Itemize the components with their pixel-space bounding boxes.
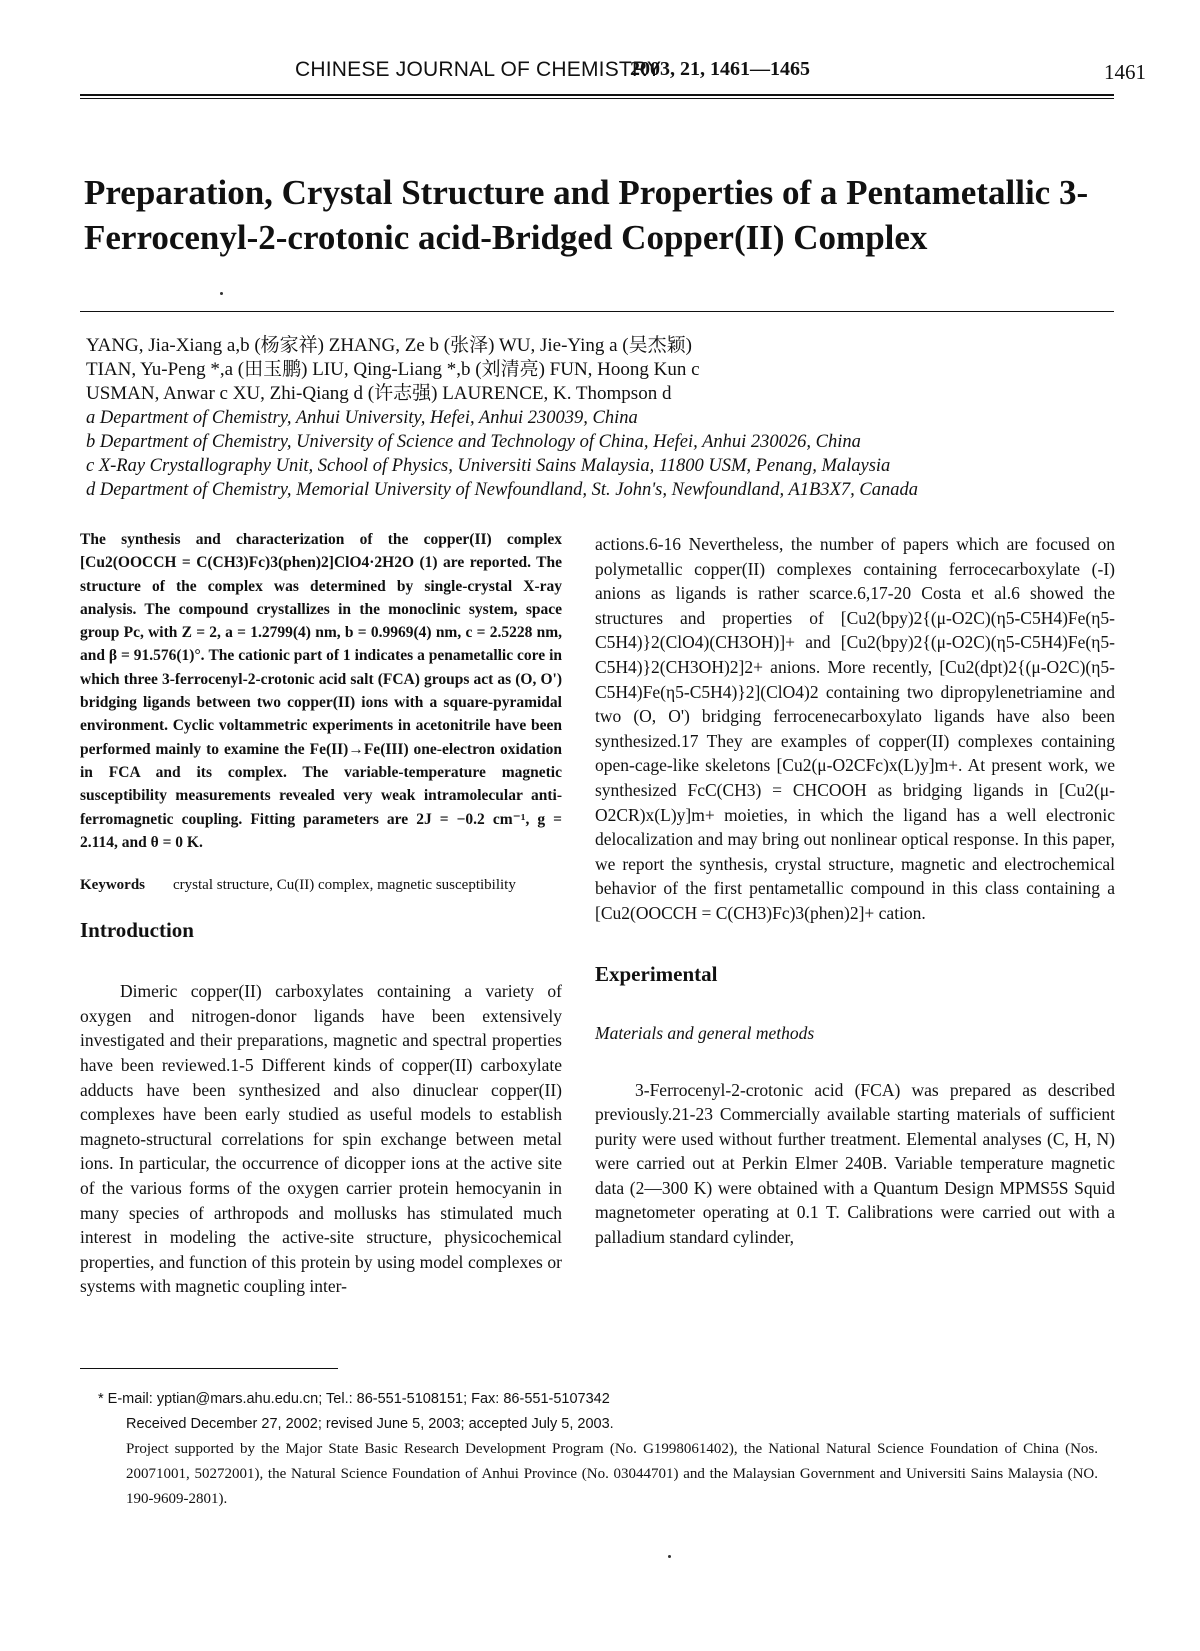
affiliation: c X-Ray Crystallography Unit, School of Physics, Universiti Sains Malaysia, 11800 USM, Penang, Malaysia xyxy=(86,456,891,476)
author-line: YANG, Jia-Xiang a,b (杨家祥) ZHANG, Ze b (张泽) WU, Jie-Ying a (吴杰颖) xyxy=(86,335,692,356)
section-heading-experimental: Experimental xyxy=(595,961,718,986)
speck-mark xyxy=(220,292,223,295)
author-line: USMAN, Anwar c XU, Zhi-Qiang d (许志强) LAURENCE, K. Thompson d xyxy=(86,383,672,404)
journal-name: CHINESE JOURNAL OF CHEMISTRY xyxy=(295,58,662,81)
article-title: Preparation, Crystal Structure and Properties of a Pentametallic 3-Ferrocenyl-2-crotonic acid-Bridged Copper(II) Complex xyxy=(84,173,1089,257)
subsection-heading: Materials and general methods xyxy=(595,1022,815,1043)
page-number: 1461 xyxy=(1104,60,1146,84)
intro-paragraph: Dimeric copper(II) carboxylates containing a variety of oxygen and nitrogen-donor ligands have been extensively investigated and their preparations, magnetic and spectral properties have been reviewed.1-5 Different kinds of copper(II) carboxylate adducts have been synthesized and also dinuclear copper(II) complexes have been early studied as useful models to establish magneto-structural correlations for spin exchange between metal ions. In particular, the occurrence of dicopper ions at the active site of the various forms of the oxygen carrier protein hemocyanin in many species of arthropods and mollusks has stimulated much interest in modeling the active-site structure, physicochemical properties, and function of this protein by using model complexes or systems with magnetic coupling inter- xyxy=(80,981,562,1297)
speck-mark xyxy=(668,1555,671,1558)
footnote-project: Project supported by the Major State Basic Research Development Program (No. G1998061402), the National Natural Science Foundation of China (Nos. 20071001, 50272001), the Natural Science Foundation of Anhui Province (No. 03044701) and the Malaysian Government and Universiti Sains Malaysia (NO. 190-9609-2801). xyxy=(126,1441,1098,1507)
title-rule xyxy=(80,311,1114,312)
header-rule-thin xyxy=(80,98,1114,99)
intro-paragraph-continued: actions.6-16 Nevertheless, the number of papers which are focused on polymetallic copper(II) complexes containing ferrocecarboxylate (-I) anions as ligands is rather scarce.6,17-20 Costa et al.6 showed the structures and properties of [Cu2(bpy)2{(μ-O2C)(η5-C5H4)Fe(η5-C5H4)}2(ClO4)(CH3OH)]+ and [Cu2(bpy)2{(μ-O2C)(η5-C5H4)Fe(η5-C5H4)}2(CH3OH)2]2+ anions. More recently, [Cu2(dpt)2{(μ-O2C)(η5-C5H4)Fe(η5-C5H4)}2](ClO4)2 containing two dipropylenetriamine and two (O, O') bridging ferrocenecarboxylato ligands have also been synthesized.17 They are examples of copper(II) complexes containing open-cage-like skeletons [Cu2(μ-O2CFc)x(L)y]m+. At present work, we synthesized FcC(CH3) = CHCOOH as bridging ligands in [Cu2(μ-O2CR)x(L)y]m+ moieties, in which the ligand has a well electronic delocalization and may bring out nonlinear optical response. In this paper, we report the synthesis, crystal structure, magnetic and electrochemical behavior of the first pentametallic compound in this class containing a [Cu2(OOCCH = C(CH3)Fc)3(phen)2]+ cation. xyxy=(595,534,1115,923)
footnotes xyxy=(98,1387,1098,1512)
affiliation: a Department of Chemistry, Anhui University, Hefei, Anhui 230039, China xyxy=(86,408,638,428)
affiliation: d Department of Chemistry, Memorial University of Newfoundland, St. John's, Newfoundland, A1B3X7, Canada xyxy=(86,480,918,500)
citation: 2003, 21, 1461—1465 xyxy=(630,58,810,80)
author-block xyxy=(86,334,1116,502)
keywords xyxy=(80,874,562,896)
left-column xyxy=(80,528,562,1299)
author-line: TIAN, Yu-Peng *,a (田玉鹏) LIU, Qing-Liang *,b (刘清亮) FUN, Hoong Kun c xyxy=(86,359,700,380)
footnote-received: Received December 27, 2002; revised June 5, 2003; accepted July 5, 2003. xyxy=(126,1416,614,1432)
running-head xyxy=(0,58,1200,88)
affiliation: b Department of Chemistry, University of Science and Technology of China, Hefei, Anhui 230026, China xyxy=(86,432,861,452)
footnote-email: * E-mail: yptian@mars.ahu.edu.cn; Tel.: 86-551-5108151; Fax: 86-551-5107342 xyxy=(98,1391,610,1407)
section-heading-introduction: Introduction xyxy=(80,918,194,943)
right-column xyxy=(595,532,1115,1250)
keywords-text: crystal structure, Cu(II) complex, magnetic susceptibility xyxy=(173,877,516,894)
experimental-paragraph: 3-Ferrocenyl-2-crotonic acid (FCA) was prepared as described previously.21-23 Commercially available starting materials of sufficient purity were used without further treatment. Elemental analyses (C, H, N) were carried out at Perkin Elmer 240B. Variable temperature magnetic data (2—300 K) were obtained with a Quantum Design MPMS5S Squid magnetometer operating at 0.1 T. Calibrations were carried out with a palladium standard cylinder, xyxy=(595,1079,1115,1248)
keywords-label: Keywords xyxy=(80,877,145,894)
footnote-rule xyxy=(80,1368,338,1369)
abstract: The synthesis and characterization of the copper(II) complex [Cu2(OOCCH = C(CH3)Fc)3(phen)2]ClO4·2H2O (1) are reported. The structure of the complex was determined by single-crystal X-ray analysis. The compound crystallizes in the monoclinic system, space group Pc, with Z = 2, a = 1.2799(4) nm, b = 0.9969(4) nm, c = 2.5228 nm, and β = 91.576(1)°. The cationic part of 1 indicates a penametallic core in which three 3-ferrocenyl-2-crotonic acid salt (FCA) groups act as (O, O') bridging ligands between two copper(II) ions with a square-pyramidal environment. Cyclic voltammetric experiments in acetonitrile have been performed mainly to examine the Fe(II)→Fe(III) one-electron oxidation in FCA and its complex. The variable-temperature magnetic susceptibility measurements revealed very weak intramolecular anti-ferromagnetic coupling. Fitting parameters are 2J = −0.2 cm⁻¹, g = 2.114, and θ = 0 K. xyxy=(80,531,562,851)
header-rule xyxy=(80,94,1114,96)
